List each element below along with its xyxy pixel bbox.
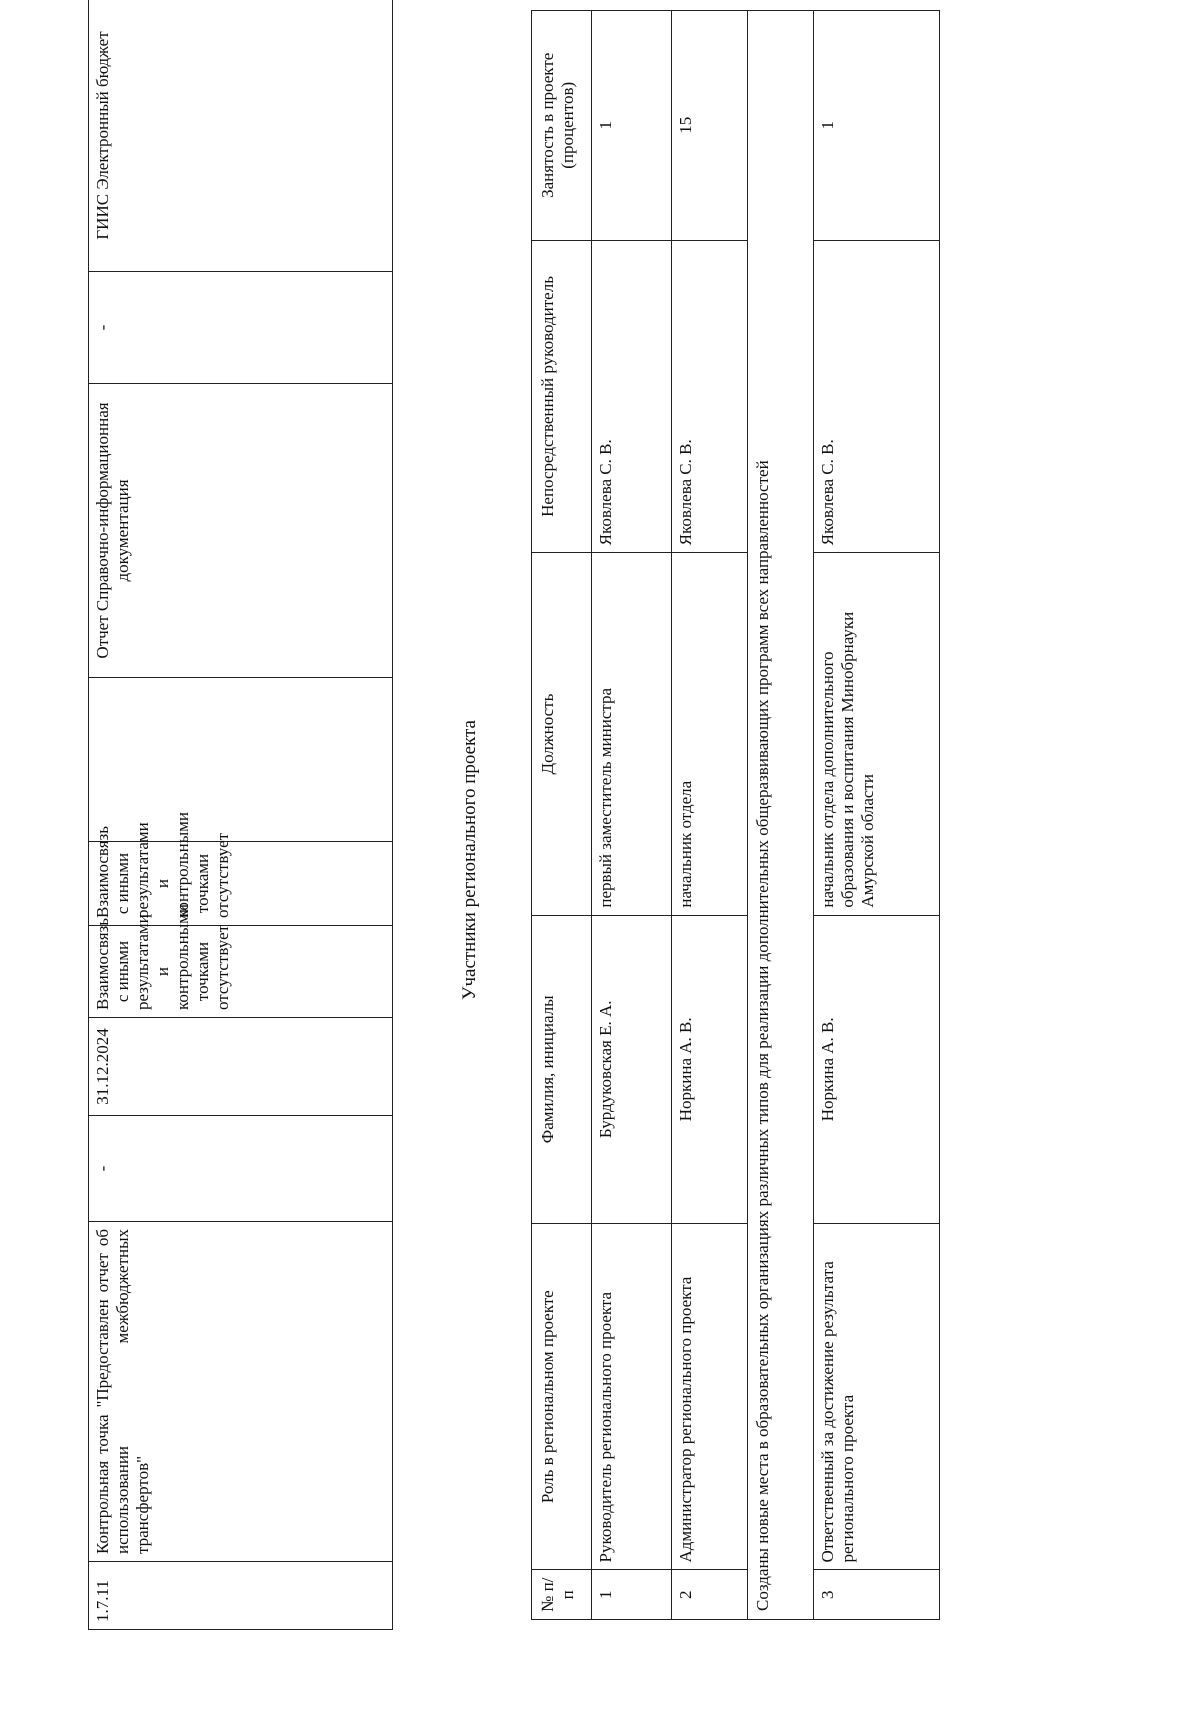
cell-document: Отчет Справочно-информационная документация: [89, 384, 393, 678]
cell-position: начальник отдела: [672, 553, 748, 915]
cell-num: 3: [814, 1570, 940, 1620]
header-role: Роль в региональном проекте: [532, 1223, 592, 1570]
cell-manager: Яковлева С. В.: [592, 240, 672, 553]
header-num: № п/п: [532, 1570, 592, 1620]
heading-wrapper: [458, 0, 482, 1720]
cell-control-point-name: Контрольная точка "Предоставлен отчет об использовании межбюджетных трансфертов": [89, 1222, 393, 1562]
cell-num: 2: [672, 1570, 748, 1620]
cell-num: 1: [592, 1570, 672, 1620]
cell-role: Ответственный за достижение результата регионального проекта: [814, 1223, 940, 1570]
participants-table-wrapper: [531, 10, 961, 1620]
cell-section-title: Созданы новые места в образовательных организациях различных типов для реализации дополнительных общеразвивающих программ всех направленностей: [748, 11, 814, 1620]
table-header-row: [532, 11, 592, 1620]
header-manager: Непосредственный руководитель: [532, 240, 592, 553]
cell-manager: Яковлева С. В.: [672, 240, 748, 553]
table-row: [672, 11, 748, 1620]
cell-role: Руководитель регионального проекта: [592, 1223, 672, 1570]
cell-load: 1: [814, 11, 940, 241]
control-point-table: [88, 0, 393, 1630]
header-load: Занятость в проекте (процентов): [532, 11, 592, 241]
cell-predecessors: Взаимосвязь с иными результатами и контрольными точками отсутствует: [89, 926, 393, 1018]
table-row: [89, 0, 393, 1630]
cell-manager: Яковлева С. В.: [814, 240, 940, 553]
cell-name: Норкина А. В.: [672, 915, 748, 1223]
header-name: Фамилия, инициалы: [532, 915, 592, 1223]
cell-info-system: ГИИС Электронный бюджет: [89, 0, 393, 272]
table-row: [592, 11, 672, 1620]
cell-level: -: [89, 272, 393, 384]
participants-table: [531, 10, 940, 1620]
cell-responsible: [89, 678, 393, 842]
cell-end-date: 31.12.2024: [89, 1018, 393, 1116]
section-heading: Участники регионального проекта: [459, 720, 480, 1000]
cell-load: 15: [672, 11, 748, 241]
cell-load: 1: [592, 11, 672, 241]
cell-position: первый заместитель министра: [592, 553, 672, 915]
cell-start-date: -: [89, 1116, 393, 1222]
table-section-row: [748, 11, 814, 1620]
cell-name: Норкина А. В.: [814, 915, 940, 1223]
table-row: [814, 11, 940, 1620]
header-position: Должность: [532, 553, 592, 915]
cell-position: начальник отдела дополнительного образования и воспитания Минобрнауки Амурской области: [814, 553, 940, 915]
control-point-table-wrapper: [88, 0, 391, 1630]
cell-successors: Взаимосвязь с иными результатами и контрольными точками отсутствует: [89, 842, 393, 926]
cell-role: Администратор регионального проекта: [672, 1223, 748, 1570]
cell-name: Бурдуковская Е. А.: [592, 915, 672, 1223]
cell-number: 1.7.11: [89, 1562, 393, 1630]
